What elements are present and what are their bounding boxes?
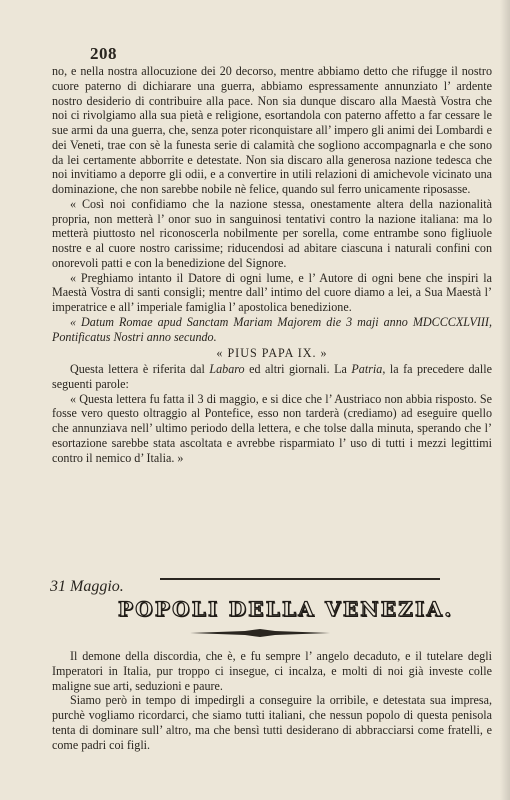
letter-body — [52, 64, 492, 465]
ornament-rule-icon — [190, 628, 330, 638]
source-text-after: , la fa precedere dalle seguenti parole: — [52, 362, 493, 391]
paragraph-1: no, e nella nostra allocuzione dei 20 decorso, mentre abbiamo detto che rifugge il nostro cuore paterno di dichiarare una guerra, abbiamo espressamente annunziato l’ ardente nostro desiderio di contribuire alla pace. Non sia dunque discaro alla Maestà Vostra che noi ci rivolgiamo alla sua pietà e religione, esortandola con paterno affetto a far cessare le sue armi da una guerra, che, senza poter riconquistare all’ impero gli animi dei Lombardi e dei Veneti, trae con sè la funesta serie di calamità che sogliono accompagnarla e che sono da lei certamente abborrite e detestate. Non sia discaro alla generosa nazione tedesca che noi invitiamo a deporre gli odii, e a convertire in utili relazioni di amichevole vicinato una dominazione, che non sarebbe nobile nè felice, quando sul ferro unicamente riposasse. — [52, 64, 492, 196]
paragraph-latin-date: « Datum Romae apud Sanctam Mariam Majorem die 3 maji anno MDCCCXLVIII, Pontificatus Nostri anno secundo. — [52, 314, 492, 344]
section-title: POPOLI DELLA VENEZIA. — [118, 597, 454, 621]
paragraph-source — [52, 362, 492, 392]
source-text-before: Questa lettera è riferita dal — [70, 362, 210, 376]
section-body — [52, 649, 492, 752]
source-text-middle: ed altri giornali. La — [244, 362, 352, 376]
page-edge-shadow — [500, 0, 510, 800]
source-patria: Patria — [351, 362, 383, 376]
date-heading: 31 Maggio. — [50, 578, 124, 595]
section-divider-rule — [160, 578, 440, 580]
paragraph-2: « Così noi confidiamo che la nazione stessa, onestamente altera della nazionalità propria, non metterà l’ onor suo in sanguinosi tentativi contro la nazione italiana: ma lo metterà piuttosto nel riconoscerla nobilmente per sorella, come entrambe sono figliuole nostre e al cuore nostro carissime; riducendosi ad abitare ciascuna i naturali confini con onorevoli patti e con la benedizione del Signore. — [52, 196, 492, 270]
section-paragraph-2: Siamo però in tempo di impedirgli a conseguire la orribile, e detestata sua impresa, purchè vogliamo ricordarci, che siamo tutti italiani, che nessun popolo di questa penisola tenta di dominare sull’ altro, ma che bensì tutti desiderano di abbracciarsi come fratelli, e come padri coi figli. — [52, 693, 492, 752]
signature: « PIUS PAPA IX. » — [216, 346, 328, 361]
page-number: 208 — [90, 44, 117, 63]
section-paragraph-1: Il demone della discordia, che è, e fu sempre l’ angelo decaduto, e il tutelare degli Imperatori in Italia, pur troppo ci insegue, ci incalza, e molti di noi già investe colle maligne sue arti, seduzioni e paure. — [52, 649, 492, 693]
paragraph-quote: « Questa lettera fu fatta il 3 di maggio, e si dice che l’ Austriaco non abbia risposto. Se fosse vero questo oltraggio al Pontefice, esso non tarderà (crediamo) ad eseguire quello che annunziava nell’ ultimo periodo della lettera, e che tolse dalla minuta, sperando che l’ esortazione sarebbe stata ascoltata e avrebbe risparmiato l’ uso di tutti i mezzi legittimi contro il nemico d’ Italia. » — [52, 391, 492, 465]
source-labaro: Labaro — [209, 362, 245, 376]
paragraph-3: « Preghiamo intanto il Datore di ogni lume, e l’ Autore di ogni bene che inspiri la Maestà Vostra di santi consigli; mentre dall’ intimo del cuore diamo a lei, a Sua Maestà l’ imperatrice e all’ imperiale famiglia l’ apostolica benedizione. — [52, 270, 492, 314]
